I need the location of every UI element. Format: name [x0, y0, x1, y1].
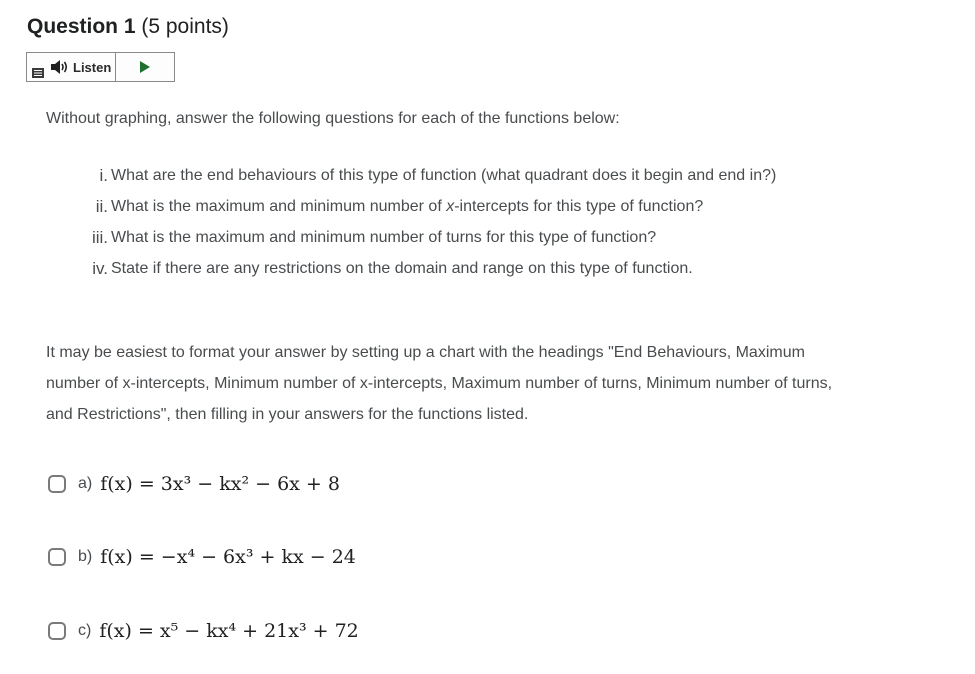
subquestion-number: ii.	[95, 197, 108, 216]
function-expression: f(x) = 3x³ − kx² − 6x + 8	[100, 473, 340, 495]
play-button[interactable]	[116, 53, 174, 81]
question-points: (5 points)	[141, 15, 229, 38]
subquestion-text: State if there are any restrictions on the domain and range on this type of function.	[111, 260, 693, 277]
checkbox[interactable]	[48, 548, 66, 566]
choice-a[interactable]	[48, 473, 340, 495]
speaker-icon	[51, 60, 69, 74]
subquestion-item	[80, 222, 850, 253]
subquestion-item	[80, 253, 850, 284]
subquestion-list	[80, 160, 850, 284]
subquestion-text: What is the maximum and minimum number of turns for this type of function?	[111, 229, 657, 246]
formatting-hint: It may be easiest to format your answer by setting up a chart with the headings "End Behaviours, Maximum number of x-intercepts, Minimum number of x-intercepts, Maximum number of turns, Minimum number of turns, and Restrictions", then filling in your answers for the functions listed.	[46, 344, 833, 423]
question-title	[27, 15, 229, 39]
subquestion-number: iii.	[91, 228, 108, 247]
menu-icon[interactable]	[27, 53, 49, 81]
question-intro: Without graphing, answer the following questions for each of the functions below:	[46, 110, 620, 127]
subquestion-number: iv.	[92, 259, 108, 278]
choice-label: a)	[78, 475, 93, 492]
listen-label: Listen	[73, 59, 112, 75]
choice-label: c)	[78, 622, 92, 639]
play-icon	[140, 61, 150, 73]
checkbox[interactable]	[48, 622, 66, 640]
subquestion-number: i.	[99, 166, 108, 185]
subquestion-text: What are the end behaviours of this type of function (what quadrant does it begin and end in?)	[111, 167, 777, 184]
checkbox[interactable]	[48, 475, 66, 493]
subquestion-text	[111, 191, 841, 222]
choice-label: b)	[78, 548, 93, 565]
listen-button[interactable]	[49, 53, 116, 81]
choice-c[interactable]	[48, 620, 359, 642]
question-number: Question 1	[27, 15, 136, 38]
subquestion-item	[80, 191, 850, 222]
subquestion-text-start: What is the maximum and minimum number of	[111, 198, 447, 215]
subquestion-text-end: -intercepts for this type of function?	[454, 198, 704, 215]
function-expression: f(x) = x⁵ − kx⁴ + 21x³ + 72	[99, 620, 359, 642]
read-aloud-toolbar	[26, 52, 175, 82]
subquestion-item	[80, 160, 850, 191]
function-expression: f(x) = −x⁴ − 6x³ + kx − 24	[100, 546, 356, 568]
variable-x: x	[446, 198, 455, 215]
choice-b[interactable]	[48, 546, 356, 568]
